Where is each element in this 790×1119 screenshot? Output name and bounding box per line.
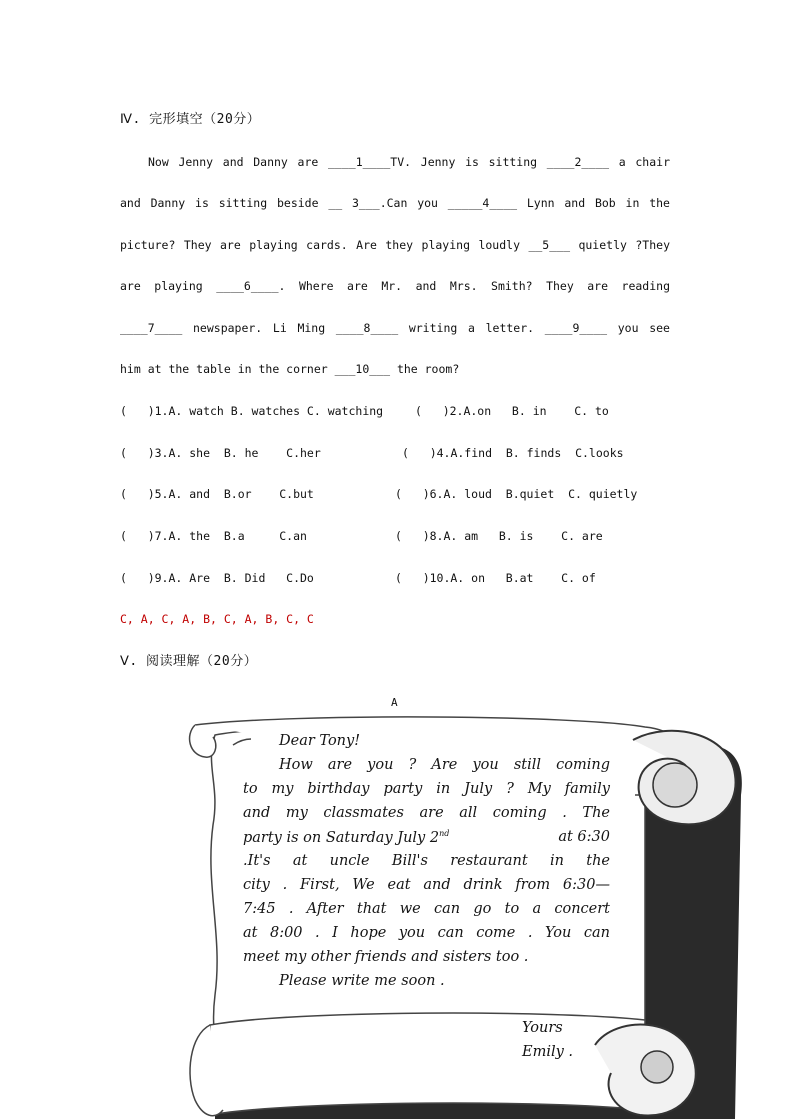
option-q9: ( )9.A. Are B. Did C.Do	[120, 571, 314, 585]
passage-line: him at the table in the corner ___10___ the room?	[120, 362, 460, 376]
letter-line: 7:45 . After that we can go to a concert	[243, 901, 610, 917]
letter-closing-request: Please write me soon .	[279, 973, 445, 989]
letter-greeting: Dear Tony!	[279, 733, 361, 749]
letter-line: party is on Saturday July 2	[243, 829, 440, 846]
passage-line: and Danny is sitting beside __ 3___.Can you _____4____ Lynn and Bob in the	[120, 196, 670, 210]
letter-line: .It's at uncle Bill's restaurant in the	[243, 853, 610, 869]
letter-time: at 6:30	[558, 829, 610, 845]
letter-line: meet my other friends and sisters too .	[243, 949, 529, 965]
letter-line: How are you ? Are you still coming	[279, 757, 610, 773]
letter-body	[243, 733, 610, 993]
letter-signature: Emily .	[522, 1044, 574, 1060]
letter-line: and my classmates are all coming . The	[243, 805, 610, 821]
option-q8: ( )8.A. am B. is C. are	[395, 529, 603, 543]
option-q2: ( )2.A.on B. in C. to	[415, 404, 609, 418]
passage-line: picture? They are playing cards. Are they playing loudly __5___ quietly ?They	[120, 238, 670, 252]
letter-line: at 8:00 . I hope you can come . You can	[243, 925, 610, 941]
option-q1: ( )1.A. watch B. watches C. watching	[120, 404, 384, 418]
letter-line: to my birthday party in July ? My family	[243, 781, 610, 797]
letter-signoff: Yours	[522, 1020, 563, 1036]
cloze-passage	[120, 155, 670, 385]
passage-label: A	[391, 696, 398, 709]
date-suffix: nd	[439, 829, 450, 838]
option-q3: ( )3.A. she B. he C.her	[120, 446, 321, 460]
section-5-title: Ⅴ. 阅读理解（20分）	[120, 654, 258, 669]
option-q10: ( )10.A. on B.at C. of	[395, 571, 596, 585]
option-q4: ( )4.A.find B. finds C.looks	[402, 446, 624, 460]
passage-line: ____7____ newspaper. Li Ming ____8____ writing a letter. ____9____ you see	[120, 321, 670, 335]
passage-line: are playing ____6____. Where are Mr. and Mrs. Smith? They are reading	[120, 279, 670, 293]
letter-line: city . First, We eat and drink from 6:30—	[243, 877, 610, 893]
answer-key: C, A, C, A, B, C, A, B, C, C	[120, 612, 314, 626]
passage-line: Now Jenny and Danny are ____1____TV. Jenny is sitting ____2____ a chair	[148, 155, 670, 169]
letter-line-date	[243, 829, 610, 846]
option-q6: ( )6.A. loud B.quiet C. quietly	[395, 487, 638, 501]
option-q5: ( )5.A. and B.or C.but	[120, 487, 314, 501]
option-q7: ( )7.A. the B.a C.an	[120, 529, 307, 543]
section-4-title: Ⅳ. 完形填空（20分）	[120, 112, 261, 127]
